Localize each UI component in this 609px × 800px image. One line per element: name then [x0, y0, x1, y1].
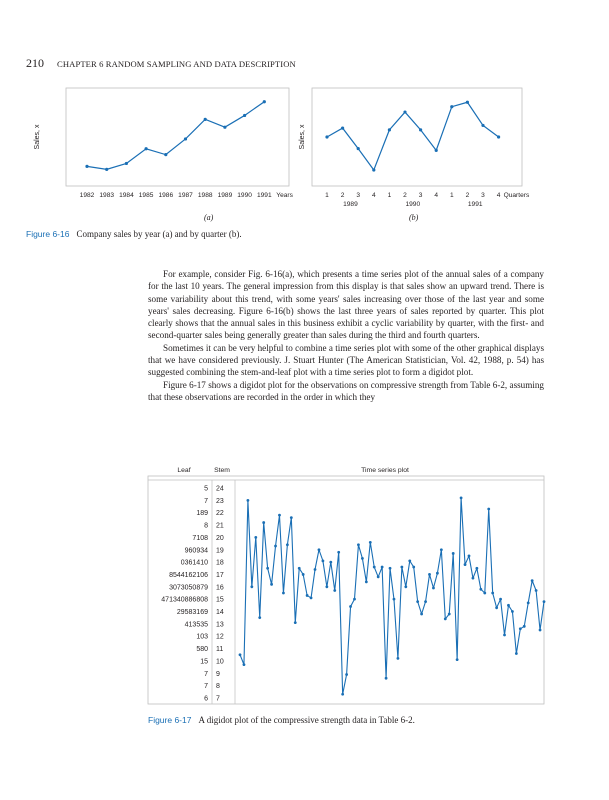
x-tick-label: 3 [481, 192, 485, 199]
data-point [239, 653, 242, 656]
data-point [400, 566, 403, 569]
data-point [412, 566, 415, 569]
data-point [298, 567, 301, 570]
data-point [495, 606, 498, 609]
data-point [499, 598, 502, 601]
y-axis-label: Sales, x [34, 124, 41, 150]
figure-6-16-text: Company sales by year (a) and by quarter (b). [76, 229, 242, 239]
data-point [365, 580, 368, 583]
subfigure-a-label: (a) [204, 213, 214, 222]
data-point [262, 521, 265, 524]
data-point [408, 559, 411, 562]
data-point [381, 566, 384, 569]
data-point [404, 585, 407, 588]
data-point [483, 592, 486, 595]
leaf-cell: 471340886808 [161, 596, 208, 604]
leaf-cell: 7 [204, 683, 208, 691]
data-point [420, 613, 423, 616]
data-point [543, 600, 546, 603]
data-point [539, 629, 542, 632]
data-point [274, 545, 277, 548]
data-point [318, 548, 321, 551]
data-point [357, 543, 360, 546]
leaf-cell: 15 [200, 658, 208, 666]
paragraph-3: Figure 6-17 shows a digidot plot for the observations on compressive strength from Table 6-2, assuming that these observations are recorded in the order in which they [148, 379, 544, 402]
data-point [535, 589, 538, 592]
year-label: 1990 [405, 201, 421, 208]
x-tick-label: 1982 [79, 192, 95, 199]
leaf-cell: 413535 [184, 621, 208, 629]
data-point [479, 588, 482, 591]
data-point [373, 566, 376, 569]
stem-cell: 13 [216, 621, 224, 629]
data-point [385, 677, 388, 680]
subfigure-b-label: (b) [409, 213, 419, 222]
x-tick-label: 4 [371, 192, 376, 199]
stem-cell: 10 [216, 658, 224, 666]
leaf-cell: 103 [196, 633, 208, 641]
stem-cell: 23 [216, 497, 224, 505]
data-point [424, 600, 427, 603]
stem-cell: 19 [216, 547, 224, 555]
leaf-cell: 29583169 [176, 609, 208, 616]
data-point [314, 568, 317, 571]
time-series-line [240, 498, 544, 694]
stem-cell: 12 [216, 633, 224, 641]
data-point [432, 587, 435, 590]
data-point [503, 634, 506, 637]
data-point [436, 572, 439, 575]
x-tick-label: 1991 [256, 192, 272, 199]
data-point [452, 552, 455, 555]
data-point [345, 673, 348, 676]
leaf-cell: 7 [204, 497, 208, 505]
stem-header: Stem [214, 467, 230, 474]
data-point [468, 555, 471, 558]
data-point [523, 625, 526, 628]
data-point [270, 583, 273, 586]
data-point [294, 621, 297, 624]
x-tick-label: 1990 [237, 192, 252, 199]
stem-cell: 15 [216, 596, 224, 604]
data-point [487, 508, 490, 511]
x-tick-label: 1989 [217, 192, 233, 199]
data-point [369, 541, 372, 544]
data-point [511, 610, 514, 613]
data-point [290, 516, 293, 519]
stem-cell: 9 [216, 670, 220, 678]
stem-cell: 20 [216, 534, 224, 542]
data-point [247, 499, 250, 502]
x-tick-label: 3 [418, 192, 423, 199]
stem-cell: 22 [216, 510, 224, 518]
x-tick-label: 1 [449, 192, 454, 199]
data-point [353, 598, 356, 601]
data-point [337, 551, 340, 554]
figure-6-17-text: A digidot plot of the compressive strength data in Table 6-2. [198, 715, 415, 725]
x-tick-label: 4 [496, 192, 501, 199]
data-point [397, 657, 400, 660]
x-tick-label: 1988 [197, 192, 213, 199]
page-number: 210 [26, 56, 44, 70]
x-tick-label: 1 [387, 192, 392, 199]
data-point [258, 616, 261, 619]
data-point [306, 594, 309, 597]
paragraph-2: Sometimes it can be very helpful to combine a time series plot with some of the other graphical displays that we have considered previously. J. Stuart Hunter (The American Statistician, Vol. 42, 1988, p. 54) has suggested combining the stem-and-leaf plot with a time series plot to form a digidot plot. [148, 342, 544, 378]
leaf-cell: 189 [196, 510, 208, 518]
stem-cell: 18 [216, 559, 224, 567]
data-point [325, 585, 328, 588]
data-point [254, 536, 257, 539]
data-point [322, 559, 325, 562]
data-point [456, 658, 459, 661]
x-tick-label: 2 [403, 192, 407, 199]
stem-cell: 16 [216, 584, 224, 592]
year-label: 1989 [343, 201, 358, 208]
y-axis-label: Sales, x [299, 124, 306, 150]
data-point [341, 693, 344, 696]
x-tick-label: 1985 [138, 192, 154, 199]
data-point [302, 573, 305, 576]
figure-6-17-caption [148, 715, 415, 725]
data-point [243, 663, 246, 666]
figure-6-17-number: Figure 6-17 [148, 715, 192, 725]
x-axis-label: Quarters [503, 192, 530, 199]
x-tick-label: 1984 [119, 192, 134, 199]
data-point [377, 576, 380, 579]
stem-cell: 21 [216, 522, 224, 530]
data-point [310, 597, 313, 600]
data-point [460, 496, 463, 499]
figure-6-16-number: Figure 6-16 [26, 229, 70, 239]
data-point [444, 618, 447, 621]
x-tick-label: 3 [356, 192, 361, 199]
year-label: 1991 [467, 201, 483, 208]
data-point [286, 543, 289, 546]
leaf-cell: 5 [204, 485, 208, 493]
stem-cell: 24 [216, 485, 224, 493]
data-point [349, 605, 352, 608]
x-axis-label: Years [276, 192, 293, 199]
data-point [393, 598, 396, 601]
paragraph-1: For example, consider Fig. 6-16(a), which presents a time series plot of the annual sales of a company for the last 10 years. The general impression from this display is that sales show an upward trend. There is some variability about this trend, with some years' sales increasing over those of the last year and some years' sales decreasing. Figure 6-16(b) shows the last three years of sales reported by quarter. This plot clearly shows that the annual sales in this business exhibit a cyclic variability by quarter, with the first- and second-quarter sales being generally greater than sales during the third and fourth quarters. [148, 269, 544, 341]
data-point [475, 567, 478, 570]
x-tick-label: 1986 [158, 192, 174, 199]
data-point [266, 567, 269, 570]
stem-cell: 14 [216, 609, 224, 616]
leaf-cell: 8544162106 [169, 571, 208, 579]
data-point [519, 627, 522, 630]
data-point [329, 561, 332, 564]
data-point [515, 652, 518, 655]
data-point [333, 589, 336, 592]
data-point [282, 592, 285, 595]
leaf-cell: 3073050879 [169, 584, 208, 592]
data-point [531, 579, 534, 582]
data-point [389, 567, 392, 570]
data-point [507, 604, 510, 607]
data-point [428, 573, 431, 576]
leaf-cell: 960934 [184, 547, 208, 555]
x-tick-label: 1987 [178, 192, 193, 199]
x-tick-label: 1 [325, 192, 329, 199]
time-series-header: Time series plot [361, 467, 409, 474]
data-point [448, 613, 451, 616]
leaf-cell: 580 [196, 646, 208, 654]
data-point [527, 601, 530, 604]
data-point [440, 548, 443, 551]
data-point [472, 577, 475, 580]
leaf-cell: 6 [204, 695, 208, 703]
data-point [361, 557, 364, 560]
data-point [278, 514, 281, 517]
data-point [250, 585, 253, 588]
leaf-cell: 0361410 [180, 559, 208, 567]
stem-cell: 7 [216, 695, 220, 703]
stem-cell: 8 [216, 683, 220, 691]
stem-cell: 17 [216, 571, 224, 579]
stem-cell: 11 [216, 646, 224, 654]
data-point [491, 592, 494, 595]
leaf-cell: 7 [204, 670, 208, 678]
data-point [416, 600, 419, 603]
x-tick-label: 2 [465, 192, 470, 199]
leaf-header: Leaf [177, 467, 191, 474]
x-tick-label: 1983 [99, 192, 115, 199]
data-point [464, 563, 467, 566]
leaf-cell: 8 [204, 522, 208, 530]
chapter-title: CHAPTER 6 RANDOM SAMPLING AND DATA DESCRIPTION [57, 59, 296, 69]
x-tick-label: 2 [340, 192, 345, 199]
x-tick-label: 4 [434, 192, 439, 199]
leaf-cell: 7108 [192, 534, 208, 542]
